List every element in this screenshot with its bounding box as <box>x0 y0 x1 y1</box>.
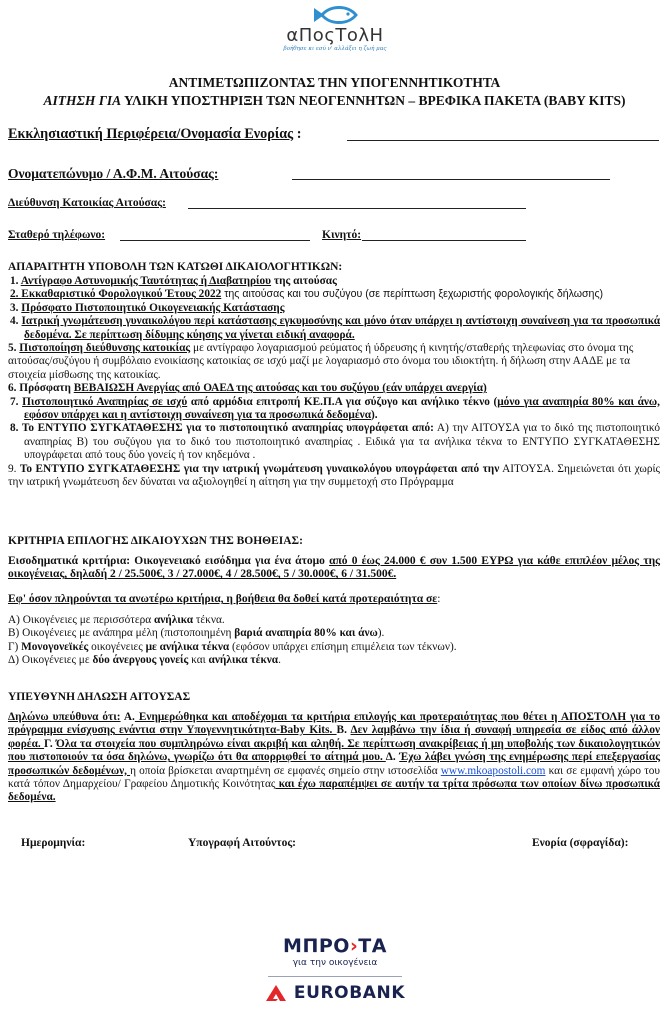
decl-d-label: Δ. <box>385 751 400 764</box>
doc-item-end: ). <box>371 409 378 422</box>
logo-divider <box>268 976 402 977</box>
doc-item-6 <box>8 382 660 395</box>
parish-colon: : <box>293 126 302 142</box>
decl-b-text: Δεν λαμβάνω την ίδια ή συναφή υπηρεσία σε είδος από άλλον φορέα. <box>8 724 661 750</box>
doc-item-num: 2. <box>10 288 22 301</box>
phone-label: Σταθερό τηλέφωνο: <box>8 229 106 241</box>
name-field <box>8 166 218 182</box>
decl-c-text: Όλα τα στοιχεία που συμπληρώνω είναι ακριβή και αληθή. Σε περίπτωση ανακρίβειας ή μη υποβολής των δικαιολογητικών που πιστοποιούν τα όσα δηλώνω, γνωρίζω ότι θα απορριφθεί το αίτημά μου. <box>8 737 660 764</box>
documents-list <box>10 275 660 490</box>
apostoli-logo <box>270 2 400 64</box>
declaration-text <box>8 711 660 805</box>
date-label: Ημερομηνία: <box>21 837 86 849</box>
decl-c-label: Γ. <box>44 737 57 750</box>
chevron-right-icon: › <box>349 935 359 957</box>
doc-item-num: 1. <box>10 275 21 287</box>
doc-item-condition: μόνο για αναπηρία 80% και άνω, εφόσον υπάρχει και η αντίστοιχη συναίνεση για τα προσωπικά δεδομένα <box>24 395 661 422</box>
doc-item-3 <box>10 302 660 315</box>
name-label: Ονοματεπώνυμο / Α.Φ.Μ. Αιτούσας: <box>8 166 219 181</box>
sponsor-logo <box>240 935 430 1020</box>
income-thresholds: από 0 έως 24.000 € συν 1.500 ΕΥΡΩ για κάθε επιπλέον μέλος της οικογένειας, δηλαδή 2 / 25.500€, 3 / 27.000€, 4 / 28.500€, 5 / 30.000€, 6 / 31.500€. <box>8 555 661 581</box>
doc-item-num: 9. <box>8 462 20 475</box>
doc-item-rest: της αιτούσας <box>271 275 337 287</box>
doc-item-title: Πιστοποιητικό Αναπηρίας σε ισχύ <box>22 395 188 408</box>
doc-item-rest: από αρμόδια επιτροπή ΚΕ.Π.Α για σύζυγο και ανήλικο τέκνο ( <box>187 395 498 408</box>
decl-a-label: Α. <box>120 711 135 723</box>
logo-wordmark: αΠοςΤολΗ <box>286 25 384 46</box>
subtitle-italic: ΑΙΤΗΣΗ ΓΙΑ <box>43 93 122 108</box>
decl-b-label: Β. <box>336 724 351 737</box>
eurobank-logo <box>240 983 430 1003</box>
mobile-field <box>322 229 361 241</box>
doc-item-num: 6. <box>8 382 20 395</box>
doc-item-title: ΒΕΒΑΙΩΣΗ Ανεργίας από ΟΑΕΔ της αιτούσας και του συζύγου (εάν υπάρχει ανεργία) <box>73 382 487 395</box>
eurobank-logo-icon <box>265 984 287 1002</box>
address-input-line[interactable] <box>188 208 526 209</box>
priority-list <box>8 614 658 668</box>
income-criteria <box>8 555 660 582</box>
declaration-heading: ΥΠΕΥΘΥΝΗ ΔΗΛΩΣΗ ΑΙΤΟΥΣΑΣ <box>8 691 191 703</box>
doc-item-title: Πρόσφατο Πιστοποιητικό Οικογενειακής Κατάστασης <box>21 301 285 314</box>
doc-item-2 <box>10 288 660 301</box>
doc-item-rest: με αντίγραφο λογαριασμού ρεύματος ή ύδρευσης ή κινητής/σταθερής τηλεφωνίας στο όνομα της αιτούσας/συζύγου ή συμβόλαιο ενοικίασης κατοικίας σε ισχύ μαζί με λογαριασμό στο όνομα του ιδιοκτήτη. ή δήλωση στην ΑΑΔΕ με τα στοιχεία μίσθωσης της κατοικίας. <box>8 342 634 381</box>
doc-item-lead: Πρόσφατη <box>19 382 74 395</box>
priority-item-b: Β) Οικογένειες με ανάπηρα μέλη (πιστοποιημένη βαριά αναπηρία 80% και άνω). <box>8 627 385 640</box>
parish-input-line[interactable] <box>347 140 659 141</box>
doc-item-num: 8. <box>10 422 22 435</box>
decl-a-text: Ενημερώθηκα και αποδέχομαι τα κριτήρια επιλογής και προτεραιότητας που θέτει η ΑΠΟΣΤΟΛΗ για το πρόγραμμα ενίσχυσης ενάντια στην Υπογεννητικότητα-Baby Kits. <box>8 711 661 737</box>
doc-item-num: 4. <box>10 315 22 328</box>
document-title: ΑΝΤΙΜΕΤΩΠΙΖΟΝΤΑΣ ΤΗΝ ΥΠΟΓΕΝΝΗΤΙΚΟΤΗΤΑ <box>168 75 501 90</box>
doc-item-1 <box>10 275 660 288</box>
decl-d-rest: η οποία βρίσκεται αναρτημένη σε εμφανές σημείο στην ιστοσελίδα <box>130 764 441 777</box>
doc-item-num: 7. <box>10 395 23 408</box>
decl-d-text: Έχω λάβει γνώση της ενημέρωσης περί επεξεργασίας προσωπικών δεδομένων, <box>8 751 660 777</box>
signature-label: Υπογραφή Αιτούντος: <box>188 837 297 849</box>
priority-item-d: Δ) Οικογένειες με δύο άνεργους γονείς και ανήλικα τέκνα. <box>8 654 281 667</box>
priority-text: Εφ' όσον πληρούνται τα ανωτέρω κριτήρια, η βοήθεια θα δοθεί κατά προτεραιότητα σε <box>8 593 438 605</box>
doc-item-num: 5. <box>8 342 20 355</box>
criteria-heading: ΚΡΙΤΗΡΙΑ ΕΠΙΛΟΓΗΣ ΔΙΚΑΙΟΥΧΩΝ ΤΗΣ ΒΟΗΘΕΙΑΣ: <box>8 535 303 547</box>
doc-item-9 <box>8 463 660 490</box>
logo-tagline: βοήθησε κι εσύ ν' αλλάξει η ζωή μας <box>283 46 387 52</box>
phone-field <box>8 229 105 241</box>
name-input-line[interactable] <box>292 179 610 180</box>
phone-input-line[interactable] <box>120 240 310 241</box>
doc-item-4 <box>10 315 660 342</box>
mobile-input-line[interactable] <box>362 240 526 241</box>
priority-item-a: Α) Οικογένειες με περισσότερα ανήλικα τέκνα. <box>8 614 225 626</box>
mprosta-tagline: για την οικογένεια <box>292 958 378 968</box>
priority-colon: : <box>437 593 441 605</box>
decl-lead: Δηλώνω υπεύθυνα ότι: <box>8 711 121 723</box>
doc-item-rest: Α) την ΑΙΤΟΥΣΑ για το δικό της πιστοποιητικό αναπηρίας Β) του συζύγου για το δικό του πιστοποιητικό αναπηρίας . Ειδικά για τα ανήλικα τέκνα το ΕΝΤΥΠΟ ΣΥΓΚΑΤΑΘΕΣΗΣ υπογράφεται από τους δύο γονείς ή τον κηδεμόνα . <box>24 422 661 462</box>
address-field <box>8 197 166 209</box>
mprosta-wordmark: ΜΠΡΟ›ΤΑ <box>283 935 387 957</box>
doc-item-title: Ιατρική γνωμάτευση γυναικολόγου περί κατάστασης εγκυμοσύνης και μόνο όταν υπάρχει η αντίστοιχη συναίνεση για τα προσωπικά δεδομένα. Σε περίπτωση δίδυμης κύησης να γίνεται ειδική αναφορά. <box>21 315 661 341</box>
eurobank-wordmark: EUROBANK <box>293 983 406 1003</box>
decl-d-end: και έχω παραπέμψει σε αυτήν τα τρίτα πρόσωπα των οποίων δίνω προσωπικά δεδομένα. <box>8 778 660 804</box>
parish-stamp-label: Ενορία (σφραγίδα): <box>532 837 629 849</box>
website-link[interactable]: www.mkoapostoli.com <box>440 764 546 777</box>
doc-item-num: 3. <box>10 301 22 314</box>
doc-item-5 <box>8 342 660 382</box>
subtitle-rest: ΥΛΙΚΗ ΥΠΟΣΤΗΡΙΞΗ ΤΩΝ ΝΕΟΓΕΝΝΗΤΩΝ – ΒΡΕΦΙΚΑ ΠΑΚΕΤΑ (BABY KITS) <box>121 93 626 108</box>
document-subtitle <box>0 93 669 109</box>
doc-item-title: Αντίγραφο Αστυνομικής Ταυτότητας ή Διαβατηρίου <box>20 275 272 287</box>
doc-item-title: Εκκαθαριστικό Φορολογικού Έτους 2022 <box>21 288 222 301</box>
parish-label: Εκκλησιαστική Περιφέρεια/Ονομασία Ενορίας <box>8 126 294 142</box>
decl-d-rest2: και σε εμφανή χώρο του κατά τόπον Δημαρχείου/ Γραφείου Δημοτικής Κοινότητας <box>8 764 660 791</box>
parish-field <box>8 126 301 143</box>
doc-item-7 <box>10 396 660 423</box>
fish-icon <box>310 4 360 26</box>
priority-item-c: Γ) Μονογονεϊκές οικογένειες με ανήλικα τέκνα (εφόσον υπάρχει επίσημη επιμέλεια των τέκνων). <box>8 640 457 653</box>
doc-item-title: Το ΕΝΤΥΠΟ ΣΥΓΚΑΤΑΘΕΣΗΣ για την ιατρική γνωμάτευση γυναικολόγου υπογράφεται από την <box>19 462 500 475</box>
doc-item-rest: ΑΙΤΟΥΣΑ. Σημειώνεται ότι χωρίς την ιατρική γνωμάτευση δεν δύναται να αξιολογηθεί η αίτηση για την συμμετοχή στο Πρόγραμμα <box>8 462 661 489</box>
income-lead: Εισοδηματικά κριτήρια: Οικογενειακό εισόδημα για ένα άτομο <box>8 555 330 567</box>
doc-item-title: Το ΕΝΤΥΠΟ ΣΥΓΚΑΤΑΘΕΣΗΣ για το πιστοποιητικό αναπηρίας υπογράφεται από: <box>21 422 434 435</box>
mobile-label: Κινητό: <box>322 229 362 241</box>
doc-item-8 <box>10 422 660 462</box>
documents-heading: ΑΠΑΡΑΙΤΗΤΗ ΥΠΟΒΟΛΗ ΤΩΝ ΚΑΤΩΘΙ ΔΙΚΑΙΟΛΟΓΗΤΙΚΩΝ: <box>8 261 343 273</box>
address-label: Διεύθυνση Κατοικίας Αιτούσας: <box>8 197 166 209</box>
priority-intro <box>8 593 440 606</box>
doc-item-title: Πιστοποίηση διεύθυνσης κατοικίας <box>19 342 191 355</box>
doc-item-rest: της αιτούσας και του συζύγου (σε περίπτωση ξεχωριστής φορολογικής δήλωσης) <box>221 288 604 301</box>
